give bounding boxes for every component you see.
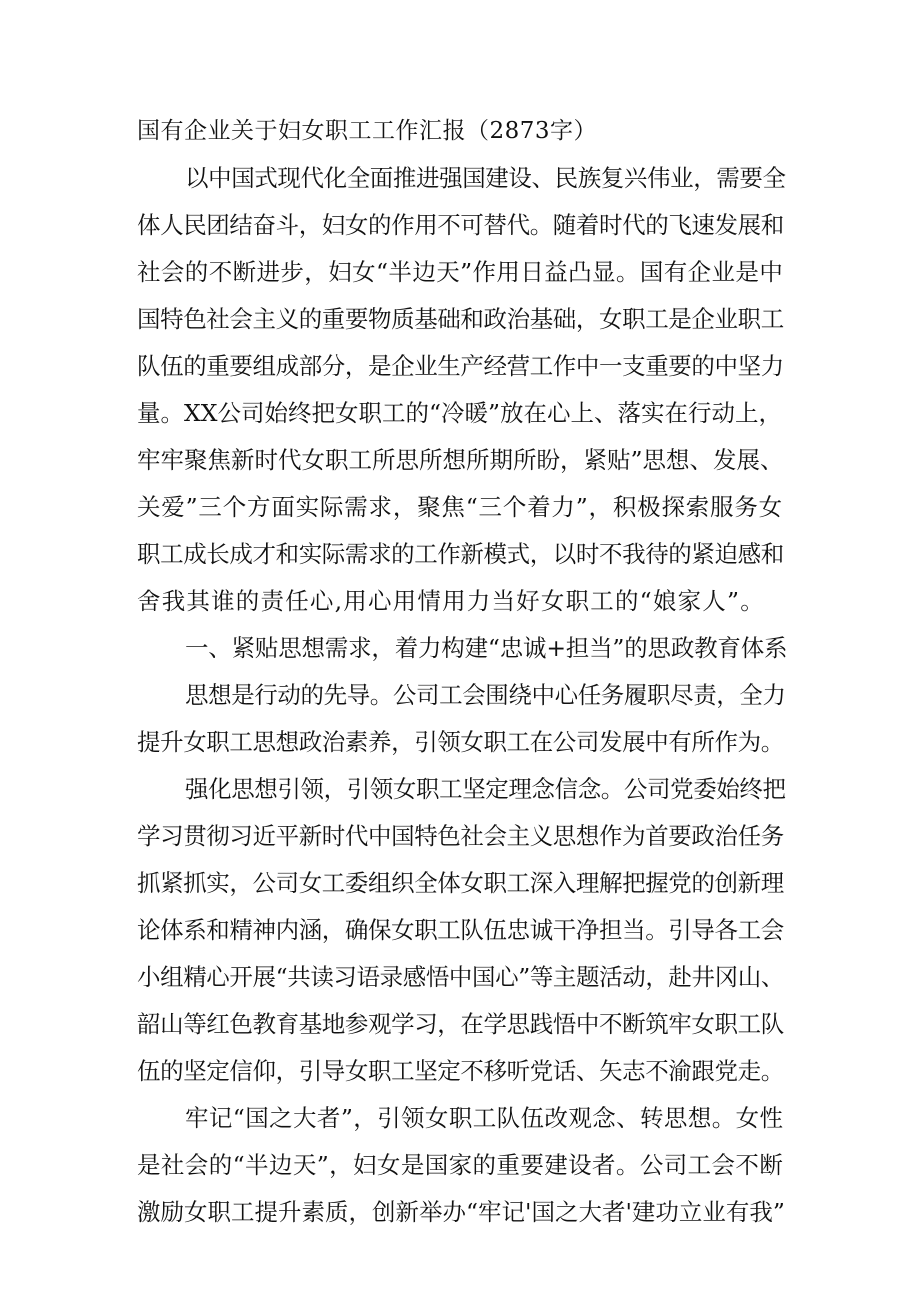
paragraph-line: 伍的坚定信仰，引导女职工坚定不移听党话、矢志不渝跟党走。 — [137, 1057, 784, 1085]
paragraph-line: 提升女职工思想政治素养，引领女职工在公司发展中有所作为。 — [137, 728, 784, 756]
paragraph-line: 激励女职工提升素质，创新举办“牢记'国之大者'建功立业有我” — [137, 1198, 785, 1226]
paragraph-line: 舍我其谁的责任心,用心用情用力当好女职工的“娘家人”。 — [137, 587, 765, 615]
paragraph-line: 以中国式现代化全面推进强国建设、民族复兴伟业，需要全 — [185, 164, 786, 192]
paragraph-line: 队伍的重要组成部分，是企业生产经营工作中一支重要的中坚力 — [137, 352, 784, 380]
section-heading: 一、紧贴思想需求，着力构建“忠诚+担当”的思政教育体系 — [185, 634, 788, 662]
paragraph-line: 关爱”三个方面实际需求，聚焦“三个着力”，积极探索服务女 — [137, 493, 783, 521]
paragraph-line: 职工成长成才和实际需求的工作新模式，以时不我待的紧迫感和 — [137, 540, 784, 568]
document-title: 国有企业关于妇女职工工作汇报（2873字） — [137, 118, 598, 144]
paragraph-line: 社会的不断进步，妇女“半边天”作用日益凸显。国有企业是中 — [137, 258, 784, 286]
paragraph-line: 韶山等红色教育基地参观学习，在学思践悟中不断筑牢女职工队 — [137, 1010, 784, 1038]
paragraph-line: 牢牢聚焦新时代女职工所思所想所期所盼，紧贴”思想、发展、 — [137, 446, 784, 474]
paragraph-line: 强化思想引领，引领女职工坚定理念信念。公司党委始终把 — [185, 775, 786, 803]
paragraph-line: 小组精心开展“共读习语录感悟中国心”等主题活动，赴井冈山、 — [137, 963, 784, 991]
paragraph-line: 牢记“国之大者”，引领女职工队伍改观念、转思想。女性 — [185, 1104, 784, 1132]
paragraph-line: 量。XX公司始终把女职工的“冷暖”放在心上、落实在行动上， — [137, 399, 782, 427]
paragraph-line: 学习贯彻习近平新时代中国特色社会主义思想作为首要政治任务 — [137, 822, 784, 850]
paragraph-line: 抓紧抓实，公司女工委组织全体女职工深入理解把握党的创新理 — [137, 869, 784, 897]
paragraph-line: 体人民团结奋斗，妇女的作用不可替代。随着时代的飞速发展和 — [137, 211, 784, 239]
paragraph-line: 论体系和精神内涵，确保女职工队伍忠诚干净担当。引导各工会 — [137, 916, 784, 944]
paragraph-line: 思想是行动的先导。公司工会围绕中心任务履职尽责，全力 — [185, 681, 786, 709]
paragraph-line: 是社会的“半边天”，妇女是国家的重要建设者。公司工会不断 — [137, 1151, 784, 1179]
paragraph-line: 国特色社会主义的重要物质基础和政治基础，女职工是企业职工 — [137, 305, 784, 333]
